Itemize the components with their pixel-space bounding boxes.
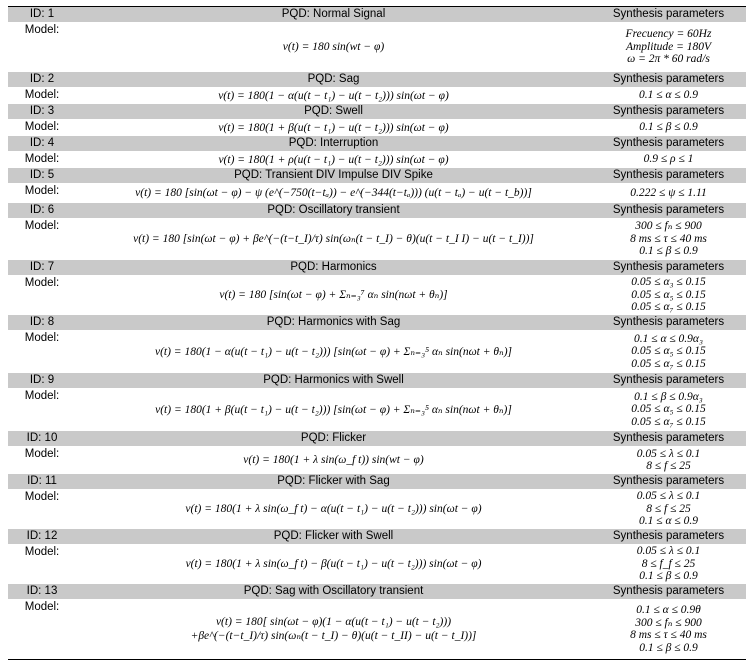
row-id: ID: 4 bbox=[29, 137, 55, 149]
parameter-line: Amplitude = 180V bbox=[625, 40, 712, 53]
row-id: ID: 2 bbox=[29, 73, 55, 85]
synthesis-parameters-heading: Synthesis parameters bbox=[612, 316, 725, 328]
row-pqd-title: PQD: Flicker bbox=[300, 432, 367, 444]
equation-line: v(t) = 180(1 + λ sin(ω_f t)) sin(wt − φ) bbox=[243, 454, 424, 466]
synthesis-parameters-heading: Synthesis parameters bbox=[612, 585, 725, 597]
row-pqd-title: PQD: Interruption bbox=[288, 137, 379, 149]
model-label: Model: bbox=[24, 220, 60, 232]
synthesis-parameters-heading: Synthesis parameters bbox=[612, 432, 725, 444]
parameter-line: 300 ≤ fₙ ≤ 900 bbox=[635, 616, 702, 629]
equation-line: v(t) = 180 [sin(ωt − φ) + βe^(−(t−t_I)/τ) sin(ωₙ(t − t_I) − θ)(u(t − t_I I) − u(t − t_I))] bbox=[133, 233, 534, 245]
row-pqd-title: PQD: Harmonics bbox=[290, 261, 377, 273]
model-equation bbox=[76, 232, 591, 246]
equation-line: v(t) = 180[ sin(ωt − φ)(1 − α(u(t − t₁) − u(t − t₂))) bbox=[215, 616, 452, 628]
parameter-line: Frecuency = 60Hz bbox=[625, 28, 712, 41]
synthesis-parameters-heading: Synthesis parameters bbox=[612, 530, 725, 542]
row-body bbox=[8, 183, 746, 203]
row-body bbox=[8, 489, 746, 529]
row-header bbox=[8, 7, 746, 22]
row-body bbox=[8, 330, 746, 373]
parameter-line: 0.05 ≤ α₇ ≤ 0.15 bbox=[631, 301, 706, 314]
parameter-line: 8 ≤ f_f ≤ 25 bbox=[641, 557, 696, 570]
equation-line: +βe^(−(t−t_I)/τ) sin(ωₙ(t − t_I) − θ)(u(t − t_II) − u(t − t_I))] bbox=[190, 630, 477, 642]
synthesis-parameters bbox=[591, 604, 746, 654]
row-body bbox=[8, 388, 746, 431]
row-header bbox=[8, 584, 746, 599]
row-header bbox=[8, 373, 746, 388]
equation-line: v(t) = 180 [sin(ωt − φ) + Σₙ₌₃⁷ αₙ sin(nωt + θₙ)] bbox=[219, 289, 448, 301]
synthesis-parameters-heading: Synthesis parameters bbox=[612, 475, 725, 487]
parameter-line: 0.05 ≤ α₇ ≤ 0.15 bbox=[631, 357, 706, 370]
synthesis-parameters bbox=[591, 490, 746, 528]
synthesis-parameters bbox=[591, 187, 746, 200]
synthesis-parameters-heading: Synthesis parameters bbox=[612, 137, 725, 149]
row-id: ID: 6 bbox=[29, 204, 55, 216]
equation-line: v(t) = 180 sin(wt − φ) bbox=[282, 41, 385, 53]
row-id: ID: 7 bbox=[29, 261, 55, 273]
equation-line: v(t) = 180(1 + λ sin(ω_f t) − α(u(t − t₁) − u(t − t₂))) sin(ωt − φ) bbox=[185, 503, 482, 515]
synthesis-parameters bbox=[591, 121, 746, 134]
row-pqd-title: PQD: Normal Signal bbox=[281, 8, 386, 20]
model-equation bbox=[76, 403, 591, 417]
row-header bbox=[8, 72, 746, 87]
equation-line: v(t) = 180(1 + β(u(t − t₁) − u(t − t₂))) [sin(ωt − φ) + Σₙ₌₃⁵ αₙ sin(nωt + θₙ)] bbox=[155, 403, 512, 416]
model-label: Model: bbox=[24, 24, 60, 36]
row-pqd-title: PQD: Harmonics with Sag bbox=[266, 316, 401, 328]
synthesis-parameters bbox=[591, 333, 746, 371]
synthesis-parameters bbox=[591, 391, 746, 429]
row-id: ID: 5 bbox=[29, 169, 55, 181]
row-pqd-title: PQD: Swell bbox=[304, 105, 363, 117]
parameter-line: 0.1 ≤ β ≤ 0.9 bbox=[639, 121, 698, 134]
parameter-line: 0.05 ≤ α₃ ≤ 0.15 bbox=[631, 276, 706, 289]
synthesis-parameters bbox=[591, 276, 746, 314]
row-pqd-title: PQD: Harmonics with Swell bbox=[263, 374, 404, 386]
parameter-line: 0.222 ≤ ψ ≤ 1.11 bbox=[630, 186, 707, 199]
row-pqd-title: PQD: Oscillatory transient bbox=[267, 204, 400, 216]
parameter-line: 0.1 ≤ α ≤ 0.9α₃ bbox=[634, 332, 703, 345]
synthesis-parameters bbox=[591, 28, 746, 66]
model-label: Model: bbox=[24, 390, 60, 402]
row-header bbox=[8, 104, 746, 119]
model-equation bbox=[76, 557, 591, 571]
parameter-line: 0.1 ≤ α ≤ 0.9 bbox=[639, 89, 698, 102]
row-pqd-title: PQD: Sag with Oscillatory transient bbox=[243, 585, 424, 597]
parameter-line: 0.1 ≤ β ≤ 0.9α₃ bbox=[634, 390, 703, 403]
model-equation bbox=[76, 288, 591, 302]
row-pqd-title: PQD: Flicker with Sag bbox=[277, 475, 390, 487]
row-header bbox=[8, 168, 746, 183]
equation-line: v(t) = 180(1 + β(u(t − t₁) − u(t − t₂))) sin(ωt − φ) bbox=[218, 121, 449, 134]
parameter-line: 0.1 ≤ β ≤ 0.9 bbox=[639, 245, 698, 258]
row-body bbox=[8, 599, 746, 659]
model-label: Model: bbox=[24, 89, 60, 101]
synthesis-parameters-heading: Synthesis parameters bbox=[612, 105, 725, 117]
parameter-line: 0.05 ≤ α₇ ≤ 0.15 bbox=[631, 415, 706, 428]
parameter-line: 0.05 ≤ λ ≤ 0.1 bbox=[636, 545, 701, 558]
model-equation bbox=[76, 502, 591, 516]
row-body bbox=[8, 22, 746, 72]
row-id: ID: 9 bbox=[29, 374, 55, 386]
synthesis-parameters-heading: Synthesis parameters bbox=[612, 73, 725, 85]
parameter-line: 0.1 ≤ β ≤ 0.9 bbox=[639, 641, 698, 654]
parameter-line: 8 ≤ f ≤ 25 bbox=[646, 460, 691, 472]
row-header bbox=[8, 529, 746, 544]
row-body bbox=[8, 151, 746, 168]
model-label: Model: bbox=[24, 601, 60, 613]
model-equation bbox=[76, 121, 591, 135]
row-pqd-title: PQD: Transient DIV Impulse DIV Spike bbox=[234, 169, 433, 181]
row-body bbox=[8, 275, 746, 315]
synthesis-parameters-heading: Synthesis parameters bbox=[612, 261, 725, 273]
row-id: ID: 1 bbox=[29, 8, 55, 20]
row-id: ID: 13 bbox=[26, 585, 58, 597]
parameter-line: 0.05 ≤ λ ≤ 0.1 bbox=[636, 490, 701, 503]
row-header bbox=[8, 260, 746, 275]
parameter-line: 0.1 ≤ β ≤ 0.9 bbox=[639, 570, 698, 583]
row-id: ID: 12 bbox=[26, 530, 58, 542]
model-equation bbox=[76, 345, 591, 359]
synthesis-parameters bbox=[591, 153, 746, 166]
synthesis-parameters bbox=[591, 545, 746, 583]
model-equation bbox=[76, 453, 591, 467]
row-body bbox=[8, 87, 746, 104]
row-header bbox=[8, 203, 746, 218]
model-label: Model: bbox=[24, 153, 60, 165]
parameter-line: 0.05 ≤ α₅ ≤ 0.15 bbox=[631, 288, 706, 301]
row-header bbox=[8, 474, 746, 489]
model-label: Model: bbox=[24, 332, 60, 344]
equation-line: v(t) = 180(1 − α(u(t − t₁) − u(t − t₂))) [sin(ωt − φ) + Σₙ₌₃⁵ αₙ sin(nωt + θₙ)] bbox=[154, 345, 513, 358]
model-label: Model: bbox=[24, 121, 60, 133]
pqd-table bbox=[8, 6, 746, 660]
parameter-line: 0.1 ≤ α ≤ 0.9θ bbox=[636, 604, 701, 616]
parameter-line: 8 ≤ f ≤ 25 bbox=[646, 502, 691, 515]
model-label: Model: bbox=[24, 277, 60, 289]
parameter-line: 8 ms ≤ τ ≤ 40 ms bbox=[630, 232, 707, 245]
parameter-line: 8 ms ≤ τ ≤ 40 ms bbox=[630, 629, 707, 641]
parameter-line: ω = 2π * 60 rad/s bbox=[627, 53, 710, 66]
model-label: Model: bbox=[24, 185, 60, 197]
synthesis-parameters-heading: Synthesis parameters bbox=[612, 8, 725, 20]
equation-line: v(t) = 180(1 + ρ(u(t − t₁) − u(t − t₂))) sin(ωt − φ) bbox=[218, 153, 449, 166]
synthesis-parameters bbox=[591, 220, 746, 258]
row-pqd-title: PQD: Sag bbox=[307, 73, 360, 85]
parameter-line: 0.9 ≤ ρ ≤ 1 bbox=[643, 153, 694, 166]
model-label: Model: bbox=[24, 546, 60, 558]
row-body bbox=[8, 218, 746, 260]
row-pqd-title: PQD: Flicker with Swell bbox=[273, 530, 394, 542]
parameter-line: 0.1 ≤ α ≤ 0.9 bbox=[639, 515, 698, 528]
row-header bbox=[8, 431, 746, 446]
row-header bbox=[8, 315, 746, 330]
model-equation bbox=[76, 40, 591, 54]
model-equation bbox=[76, 153, 591, 167]
parameter-line: 0.05 ≤ λ ≤ 0.1 bbox=[636, 447, 701, 460]
model-equation bbox=[76, 89, 591, 103]
equation-line: v(t) = 180 [sin(ωt − φ) − ψ (e^(−750(t−tₐ)) − e^(−344(t−tₐ))) (u(t − tₐ) − u(t − t_b))] bbox=[135, 187, 532, 199]
row-header bbox=[8, 136, 746, 151]
model-label: Model: bbox=[24, 491, 60, 503]
synthesis-parameters-heading: Synthesis parameters bbox=[612, 204, 725, 216]
row-id: ID: 11 bbox=[27, 475, 57, 487]
row-id: ID: 8 bbox=[29, 316, 55, 328]
parameter-line: 0.05 ≤ α₅ ≤ 0.15 bbox=[631, 403, 706, 416]
synthesis-parameters bbox=[591, 448, 746, 473]
equation-line: v(t) = 180(1 − α(u(t − t₁) − u(t − t₂))) sin(ωt − φ) bbox=[218, 89, 449, 102]
row-body bbox=[8, 544, 746, 584]
row-id: ID: 10 bbox=[26, 432, 58, 444]
synthesis-parameters-heading: Synthesis parameters bbox=[612, 169, 725, 181]
synthesis-parameters bbox=[591, 89, 746, 102]
model-equation bbox=[76, 186, 591, 200]
parameter-line: 0.05 ≤ α₅ ≤ 0.15 bbox=[631, 345, 706, 358]
equation-line: v(t) = 180(1 + λ sin(ω_f t) − β(u(t − t₁) − u(t − t₂))) sin(ωt − φ) bbox=[185, 558, 482, 570]
parameter-line: 300 ≤ fₙ ≤ 900 bbox=[635, 220, 702, 233]
row-body bbox=[8, 119, 746, 136]
row-body bbox=[8, 446, 746, 474]
synthesis-parameters-heading: Synthesis parameters bbox=[612, 374, 725, 386]
row-id: ID: 3 bbox=[29, 105, 55, 117]
model-equation bbox=[76, 615, 591, 643]
model-label: Model: bbox=[24, 448, 60, 460]
